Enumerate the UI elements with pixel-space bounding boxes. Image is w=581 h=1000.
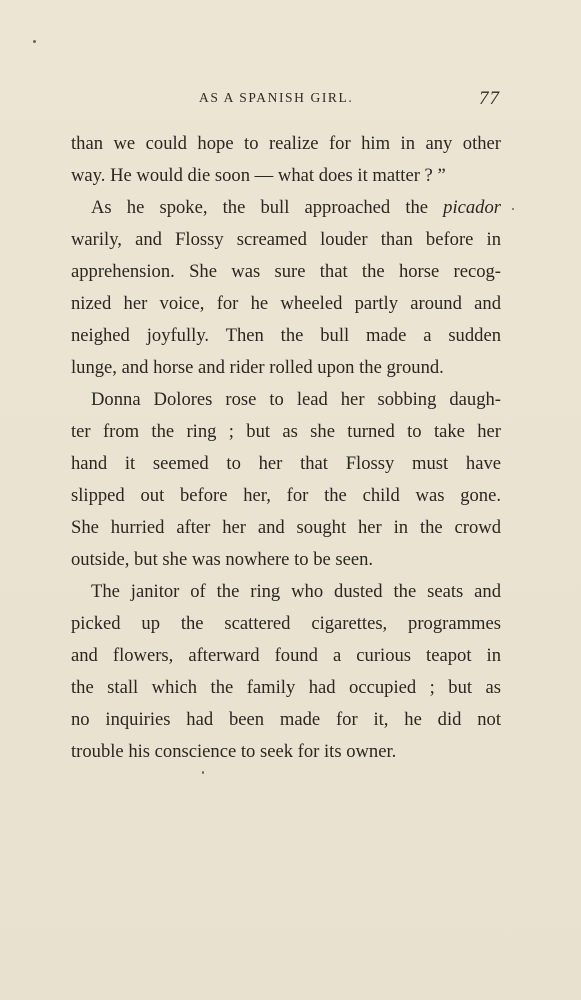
text-line: Donna Dolores rose to lead her sobbing daugh-	[91, 389, 501, 410]
text-line: no inquiries had been made for it, he did not	[71, 709, 501, 730]
text-line: lunge, and horse and rider rolled upon the ground.	[71, 357, 444, 378]
italic-word: picador	[443, 197, 501, 218]
text-line: than we could hope to realize for him in any other	[71, 133, 501, 154]
text-line: way. He would die soon — what does it matter ? ”	[71, 165, 446, 186]
paragraph-3	[71, 384, 501, 576]
text-line-start: As he spoke, the bull approached the picador	[91, 197, 501, 218]
text-line: ter from the ring ; but as she turned to take her	[71, 421, 501, 442]
text-line: apprehension. She was sure that the horse recog-	[71, 261, 501, 282]
text-line: warily, and Flossy screamed louder than before in	[71, 229, 501, 250]
paragraph-1	[71, 128, 501, 192]
page-number: 77	[479, 88, 500, 109]
paper-speck	[512, 208, 514, 210]
paper-speck	[202, 771, 204, 774]
text-line: The janitor of the ring who dusted the seats and	[91, 581, 501, 602]
text-line: hand it seemed to her that Flossy must have	[71, 453, 501, 474]
text-line: She hurried after her and sought her in the crowd	[71, 517, 501, 538]
text-line: trouble his conscience to seek for its owner.	[71, 741, 397, 762]
text-line: picked up the scattered cigarettes, programmes	[71, 613, 501, 634]
text-line: outside, but she was nowhere to be seen.	[71, 549, 374, 570]
text-line: neighed joyfully. Then the bull made a sudden	[71, 325, 501, 346]
paragraph-2	[71, 192, 501, 384]
paper-speck	[33, 40, 36, 43]
text-line: slipped out before her, for the child was gone.	[71, 485, 501, 506]
running-head	[0, 88, 581, 110]
paragraph-4	[71, 576, 501, 768]
running-title: AS A SPANISH GIRL.	[199, 90, 354, 105]
text-line	[71, 192, 501, 224]
text-line: the stall which the family had occupied ; but as	[71, 677, 501, 698]
text-line: nized her voice, for he wheeled partly around and	[71, 293, 501, 314]
body-text	[71, 128, 501, 768]
text-line: and flowers, afterward found a curious teapot in	[71, 645, 501, 666]
